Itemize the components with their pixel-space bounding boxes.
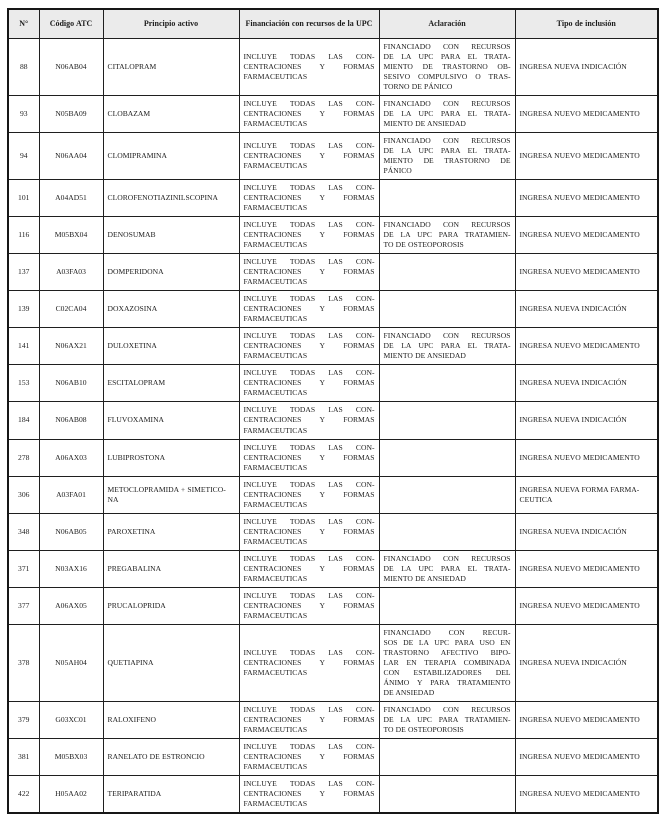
cell-numero: 184 [8, 402, 39, 439]
cell-aclaracion [379, 254, 515, 291]
cell-financiacion-upc: INCLUYE TODAS LAS CON- CENTRACIONES Y FORMAS FARMACEUTICAS [239, 291, 379, 328]
cell-aclaracion [379, 476, 515, 513]
cell-codigo-atc: H05AA02 [39, 775, 103, 813]
cell-aclaracion: FINANCIADO CON RECURSOS DE LA UPC PARA EL TRATA- MIENTO DE ANSIEDAD [379, 328, 515, 365]
cell-numero: 348 [8, 513, 39, 550]
cell-tipo-inclusion: INGRESA NUEVO MEDICAMENTO [515, 701, 658, 738]
cell-codigo-atc: A03FA01 [39, 476, 103, 513]
cell-tipo-inclusion: INGRESA NUEVO MEDICAMENTO [515, 96, 658, 133]
cell-principio-activo: FLUVOXAMINA [103, 402, 239, 439]
cell-codigo-atc: N05AH04 [39, 624, 103, 701]
cell-tipo-inclusion: INGRESA NUEVO MEDICAMENTO [515, 254, 658, 291]
cell-numero: 378 [8, 624, 39, 701]
cell-aclaracion: FINANCIADO CON RECURSOS DE LA UPC PARA TRATAMIEN- TO DE OSTEOPOROSIS [379, 217, 515, 254]
cell-principio-activo: LUBIPROSTONA [103, 439, 239, 476]
cell-financiacion-upc: INCLUYE TODAS LAS CON- CENTRACIONES Y FORMAS FARMACEUTICAS [239, 328, 379, 365]
table-body [8, 39, 658, 814]
cell-codigo-atc: N06AA04 [39, 133, 103, 180]
cell-numero: 422 [8, 775, 39, 813]
column-header-tipo-inclusion: Tipo de inclusión [515, 9, 658, 39]
cell-principio-activo: CLOBAZAM [103, 96, 239, 133]
table-row [8, 624, 658, 701]
cell-aclaracion: FINANCIADO CON RECUR- SOS DE LA UPC PARA USO EN TRASTORNO AFECTIVO BIPO- LAR EN TERAPIA COMBINADA CON ESTABILIZADORES DEL ÁNIMO Y PARA TRATAMIENTO DE ANSIEDAD [379, 624, 515, 701]
table-row [8, 550, 658, 587]
table-row [8, 328, 658, 365]
cell-principio-activo: RALOXIFENO [103, 701, 239, 738]
cell-tipo-inclusion: INGRESA NUEVO MEDICAMENTO [515, 217, 658, 254]
cell-financiacion-upc: INCLUYE TODAS LAS CON- CENTRACIONES Y FORMAS FARMACEUTICAS [239, 254, 379, 291]
cell-financiacion-upc: INCLUYE TODAS LAS CON- CENTRACIONES Y FORMAS FARMACEUTICAS [239, 624, 379, 701]
cell-tipo-inclusion: INGRESA NUEVO MEDICAMENTO [515, 587, 658, 624]
cell-codigo-atc: N06AB05 [39, 513, 103, 550]
table-row [8, 39, 658, 96]
cell-financiacion-upc: INCLUYE TODAS LAS CON- CENTRACIONES Y FORMAS FARMACEUTICAS [239, 701, 379, 738]
cell-aclaracion: FINANCIADO CON RECURSOS DE LA UPC PARA EL TRATA- MIENTO DE ANSIEDAD [379, 550, 515, 587]
cell-financiacion-upc: INCLUYE TODAS LAS CON- CENTRACIONES Y FORMAS FARMACEUTICAS [239, 513, 379, 550]
cell-codigo-atc: C02CA04 [39, 291, 103, 328]
cell-tipo-inclusion: INGRESA NUEVA INDICACIÓN [515, 402, 658, 439]
cell-codigo-atc: N06AX21 [39, 328, 103, 365]
cell-codigo-atc: N03AX16 [39, 550, 103, 587]
table-row [8, 402, 658, 439]
cell-numero: 377 [8, 587, 39, 624]
cell-numero: 137 [8, 254, 39, 291]
cell-aclaracion: FINANCIADO CON RECURSOS DE LA UPC PARA EL TRATA- MIENTO DE TRASTORNO DE PÁNICO [379, 133, 515, 180]
table-row [8, 254, 658, 291]
cell-aclaracion [379, 775, 515, 813]
column-header-codigo-atc: Código ATC [39, 9, 103, 39]
cell-financiacion-upc: INCLUYE TODAS LAS CON- CENTRACIONES Y FORMAS FARMACEUTICAS [239, 476, 379, 513]
table-row [8, 513, 658, 550]
cell-tipo-inclusion: INGRESA NUEVO MEDICAMENTO [515, 775, 658, 813]
cell-principio-activo: CITALOPRAM [103, 39, 239, 96]
cell-codigo-atc: A06AX05 [39, 587, 103, 624]
column-header-financiacion-upc: Financiación con recursos de la UPC [239, 9, 379, 39]
cell-financiacion-upc: INCLUYE TODAS LAS CON- CENTRACIONES Y FORMAS FARMACEUTICAS [239, 96, 379, 133]
cell-aclaracion [379, 439, 515, 476]
cell-codigo-atc: A03FA03 [39, 254, 103, 291]
cell-principio-activo: DOXAZOSINA [103, 291, 239, 328]
table-row [8, 738, 658, 775]
cell-tipo-inclusion: INGRESA NUEVA FORMA FARMA- CEUTICA [515, 476, 658, 513]
cell-tipo-inclusion: INGRESA NUEVA INDICACIÓN [515, 291, 658, 328]
cell-aclaracion [379, 513, 515, 550]
column-header-numero: N° [8, 9, 39, 39]
cell-principio-activo: CLOMIPRAMINA [103, 133, 239, 180]
cell-numero: 141 [8, 328, 39, 365]
cell-tipo-inclusion: INGRESA NUEVO MEDICAMENTO [515, 328, 658, 365]
cell-principio-activo: DULOXETINA [103, 328, 239, 365]
cell-tipo-inclusion: INGRESA NUEVA INDICACIÓN [515, 365, 658, 402]
cell-financiacion-upc: INCLUYE TODAS LAS CON- CENTRACIONES Y FORMAS FARMACEUTICAS [239, 180, 379, 217]
cell-principio-activo: CLOROFENOTIAZINILSCOPINA [103, 180, 239, 217]
cell-aclaracion: FINANCIADO CON RECURSOS DE LA UPC PARA EL TRATA- MIENTO DE TRASTORNO OB- SESIVO COMPULSIVO O TRAS- TORNO DE PÁNICO [379, 39, 515, 96]
cell-numero: 306 [8, 476, 39, 513]
cell-principio-activo: ESCITALOPRAM [103, 365, 239, 402]
cell-numero: 379 [8, 701, 39, 738]
cell-aclaracion [379, 402, 515, 439]
cell-tipo-inclusion: INGRESA NUEVO MEDICAMENTO [515, 439, 658, 476]
cell-principio-activo: DENOSUMAB [103, 217, 239, 254]
cell-numero: 371 [8, 550, 39, 587]
cell-financiacion-upc: INCLUYE TODAS LAS CON- CENTRACIONES Y FORMAS FARMACEUTICAS [239, 133, 379, 180]
cell-principio-activo: TERIPARATIDA [103, 775, 239, 813]
cell-codigo-atc: N05BA09 [39, 96, 103, 133]
cell-codigo-atc: G03XC01 [39, 701, 103, 738]
cell-numero: 101 [8, 180, 39, 217]
cell-aclaracion [379, 587, 515, 624]
table-row [8, 133, 658, 180]
table-row [8, 476, 658, 513]
table-row [8, 180, 658, 217]
table-row [8, 701, 658, 738]
cell-codigo-atc: A04AD51 [39, 180, 103, 217]
cell-aclaracion [379, 365, 515, 402]
cell-codigo-atc: A06AX03 [39, 439, 103, 476]
cell-numero: 88 [8, 39, 39, 96]
cell-tipo-inclusion: INGRESA NUEVO MEDICAMENTO [515, 550, 658, 587]
cell-financiacion-upc: INCLUYE TODAS LAS CON- CENTRACIONES Y FORMAS FARMACEUTICAS [239, 402, 379, 439]
cell-tipo-inclusion: INGRESA NUEVA INDICACIÓN [515, 624, 658, 701]
table-row [8, 291, 658, 328]
cell-financiacion-upc: INCLUYE TODAS LAS CON- CENTRACIONES Y FORMAS FARMACEUTICAS [239, 365, 379, 402]
cell-codigo-atc: N06AB10 [39, 365, 103, 402]
cell-numero: 116 [8, 217, 39, 254]
cell-codigo-atc: M05BX03 [39, 738, 103, 775]
cell-financiacion-upc: INCLUYE TODAS LAS CON- CENTRACIONES Y FORMAS FARMACEUTICAS [239, 550, 379, 587]
cell-financiacion-upc: INCLUYE TODAS LAS CON- CENTRACIONES Y FORMAS FARMACEUTICAS [239, 439, 379, 476]
cell-tipo-inclusion: INGRESA NUEVO MEDICAMENTO [515, 180, 658, 217]
cell-aclaracion [379, 738, 515, 775]
column-header-principio-activo: Principio activo [103, 9, 239, 39]
table-row [8, 439, 658, 476]
cell-numero: 153 [8, 365, 39, 402]
table-row [8, 587, 658, 624]
table-row [8, 365, 658, 402]
column-header-aclaracion: Aclaración [379, 9, 515, 39]
cell-principio-activo: QUETIAPINA [103, 624, 239, 701]
cell-numero: 278 [8, 439, 39, 476]
cell-aclaracion [379, 180, 515, 217]
cell-aclaracion: FINANCIADO CON RECURSOS DE LA UPC PARA EL TRATA- MIENTO DE ANSIEDAD [379, 96, 515, 133]
cell-principio-activo: PREGABALINA [103, 550, 239, 587]
medication-inclusion-table [7, 8, 659, 814]
cell-principio-activo: RANELATO DE ESTRONCIO [103, 738, 239, 775]
cell-principio-activo: DOMPERIDONA [103, 254, 239, 291]
cell-tipo-inclusion: INGRESA NUEVA INDICACIÓN [515, 39, 658, 96]
cell-financiacion-upc: INCLUYE TODAS LAS CON- CENTRACIONES Y FORMAS FARMACEUTICAS [239, 775, 379, 813]
table-row [8, 217, 658, 254]
table-row [8, 96, 658, 133]
cell-aclaracion: FINANCIADO CON RECURSOS DE LA UPC PARA TRATAMIEN- TO DE OSTEOPOROSIS [379, 701, 515, 738]
cell-tipo-inclusion: INGRESA NUEVO MEDICAMENTO [515, 738, 658, 775]
cell-financiacion-upc: INCLUYE TODAS LAS CON- CENTRACIONES Y FORMAS FARMACEUTICAS [239, 217, 379, 254]
cell-tipo-inclusion: INGRESA NUEVA INDICACIÓN [515, 513, 658, 550]
cell-principio-activo: PAROXETINA [103, 513, 239, 550]
cell-numero: 381 [8, 738, 39, 775]
cell-tipo-inclusion: INGRESA NUEVO MEDICAMENTO [515, 133, 658, 180]
cell-financiacion-upc: INCLUYE TODAS LAS CON- CENTRACIONES Y FORMAS FARMACEUTICAS [239, 738, 379, 775]
cell-principio-activo: PRUCALOPRIDA [103, 587, 239, 624]
cell-codigo-atc: M05BX04 [39, 217, 103, 254]
cell-codigo-atc: N06AB08 [39, 402, 103, 439]
cell-codigo-atc: N06AB04 [39, 39, 103, 96]
table-header-row [8, 9, 658, 39]
cell-numero: 139 [8, 291, 39, 328]
cell-numero: 93 [8, 96, 39, 133]
cell-financiacion-upc: INCLUYE TODAS LAS CON- CENTRACIONES Y FORMAS FARMACEUTICAS [239, 39, 379, 96]
cell-aclaracion [379, 291, 515, 328]
cell-numero: 94 [8, 133, 39, 180]
cell-financiacion-upc: INCLUYE TODAS LAS CON- CENTRACIONES Y FORMAS FARMACEUTICAS [239, 587, 379, 624]
table-row [8, 775, 658, 813]
cell-principio-activo: METOCLOPRAMIDA + SIMETICO- NA [103, 476, 239, 513]
